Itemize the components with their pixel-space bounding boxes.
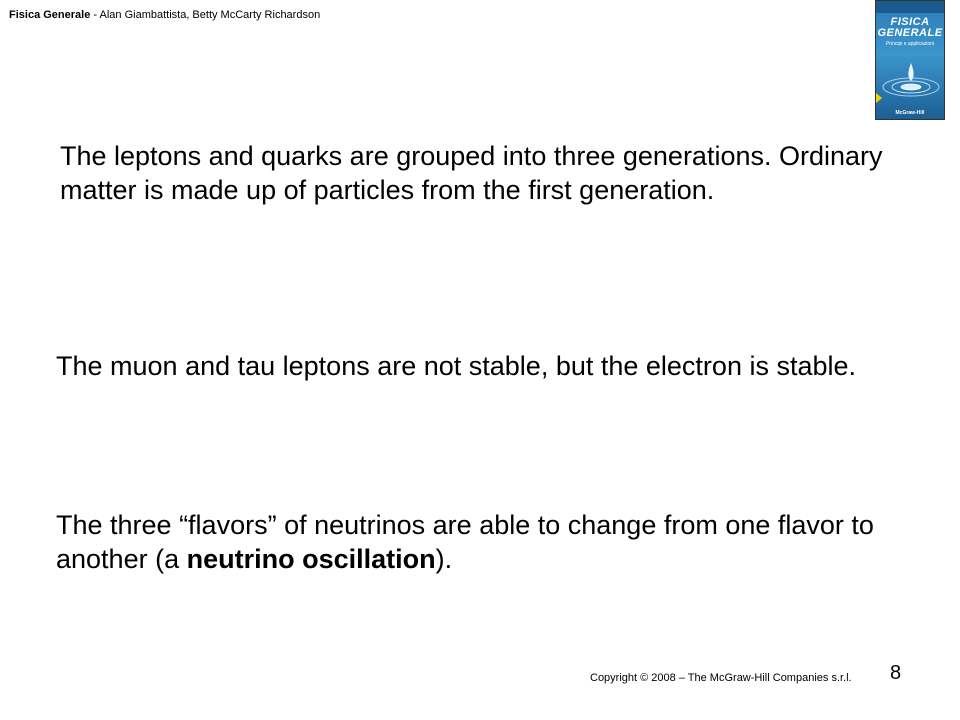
water-drop-ripple-icon — [880, 57, 942, 103]
paragraph3-text-after: ). — [435, 544, 453, 574]
paragraph-generations: The leptons and quarks are grouped into three generations. Ordinary matter is made up of particles from the first generation. — [60, 141, 883, 205]
cover-title-line2: GENERALE — [877, 27, 943, 39]
header-separator: - — [90, 9, 100, 21]
paragraph-lepton-stability: The muon and tau leptons are not stable, but the electron is stable. — [56, 351, 857, 381]
page-number: 8 — [890, 662, 902, 684]
paragraph3-text-before: The three “flavors” of neutrinos are able to change from one flavor to another (a — [56, 510, 874, 574]
slide-header — [9, 9, 320, 22]
paragraph-neutrino-oscillation — [56, 508, 916, 576]
book-authors: Alan Giambattista, Betty McCarty Richardson — [99, 9, 321, 21]
cover-top-band — [876, 1, 944, 13]
book-cover-image — [875, 0, 945, 120]
cover-subtitle: Principi e applicazioni — [885, 41, 935, 47]
copyright-notice: Copyright © 2008 – The McGraw-Hill Companies s.r.l. — [590, 672, 852, 684]
book-title: Fisica Generale — [9, 9, 91, 21]
cover-publisher: McGraw-Hill — [895, 110, 925, 116]
cover-title-line1: FISICA — [890, 16, 930, 28]
cover-arrow-icon — [876, 93, 882, 103]
neutrino-oscillation-term: neutrino oscillation — [186, 544, 436, 574]
